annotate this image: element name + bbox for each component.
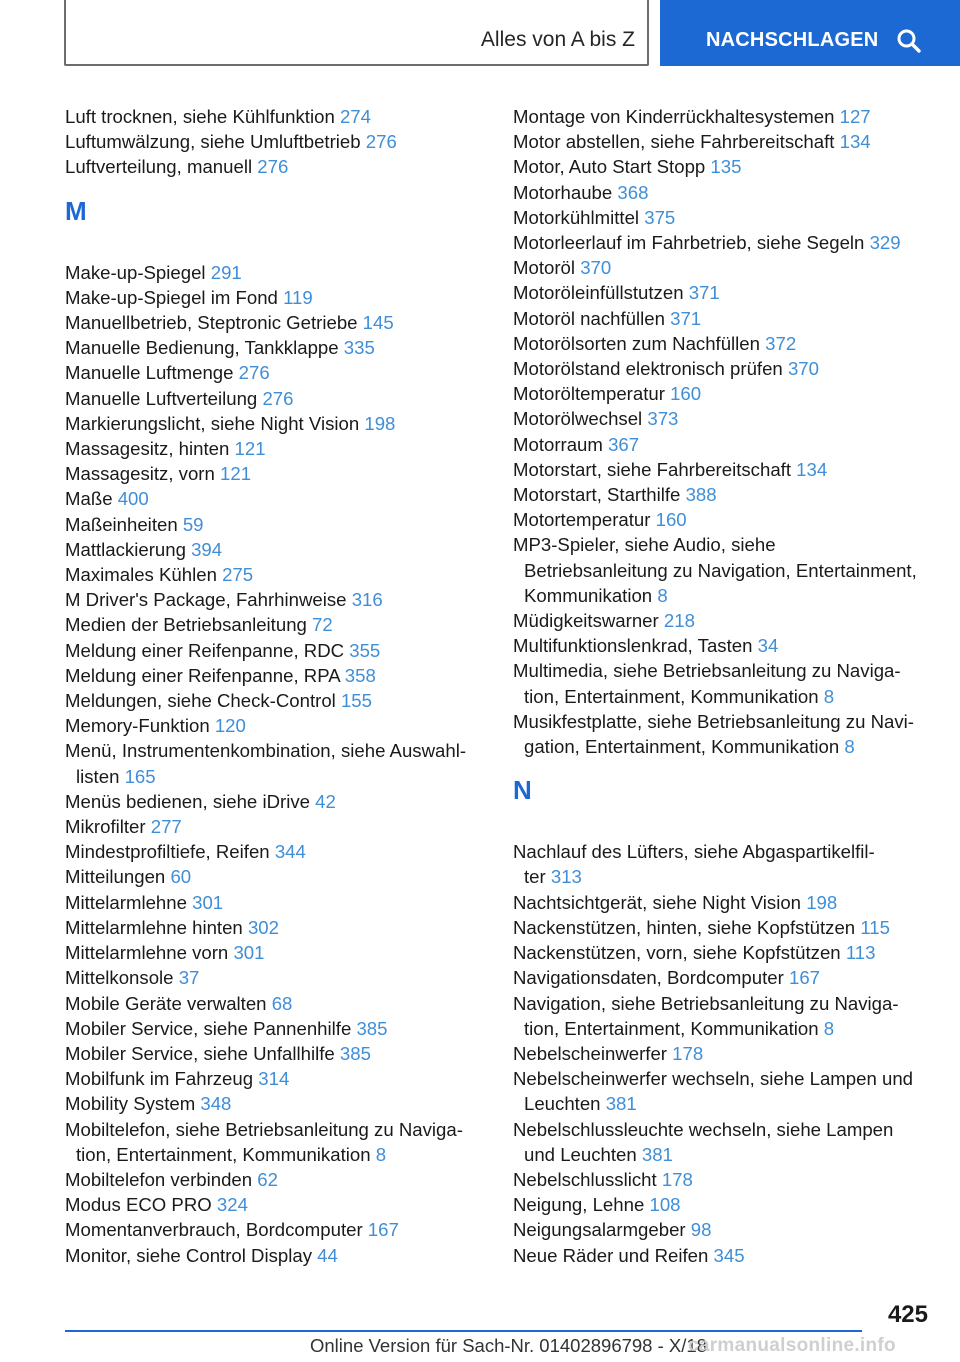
index-entry <box>65 864 485 889</box>
index-entry-text: Luft trocknen, siehe Kühlfunktion <box>65 106 335 127</box>
index-entry-continuation <box>65 1142 485 1167</box>
index-column-left <box>65 104 485 1268</box>
page-reference-link[interactable]: 98 <box>690 1219 712 1241</box>
index-entry-text: Markierungslicht, siehe Night Vision <box>65 412 360 434</box>
search-icon[interactable] <box>896 28 922 54</box>
page-reference-link[interactable]: 121 <box>234 438 266 460</box>
index-entry <box>65 360 485 385</box>
page-reference-link[interactable]: 367 <box>608 433 640 455</box>
index-entry-text: Make-up-Spiegel <box>65 261 206 283</box>
index-entry-text: Manuellbetrieb, Steptronic Getriebe <box>65 312 358 334</box>
index-entry-text: Mobility System <box>65 1093 196 1115</box>
index-entry-text: Maßeinheiten <box>65 513 178 535</box>
page-number: 425 <box>887 1301 928 1328</box>
page-reference-link[interactable]: 198 <box>364 412 396 434</box>
page-reference-link[interactable]: 301 <box>192 891 224 913</box>
index-entry <box>513 890 933 915</box>
index-entry <box>513 280 933 305</box>
index-entry <box>65 1117 485 1167</box>
index-entry-continuation-text: Leuchten <box>524 1093 601 1115</box>
page-reference-link[interactable]: 134 <box>839 131 871 153</box>
page-reference-link[interactable]: 358 <box>344 664 376 686</box>
page-reference-link[interactable]: 62 <box>257 1168 278 1190</box>
page-reference-link[interactable]: 276 <box>238 362 270 384</box>
page-reference-link[interactable]: 127 <box>839 106 871 127</box>
index-entry <box>513 658 933 708</box>
index-entry <box>513 356 933 381</box>
index-entry <box>65 310 485 335</box>
nachschlagen-tab[interactable] <box>660 0 960 66</box>
page-reference-link[interactable]: 368 <box>617 181 649 203</box>
index-entry-text: Nackenstützen, hinten, siehe Kopfstützen <box>513 916 856 938</box>
index-entry-text: Nackenstützen, vorn, siehe Kopfstützen <box>513 942 841 964</box>
index-entry-text: Motorstart, Starthilfe <box>513 484 681 506</box>
index-entry <box>65 713 485 738</box>
index-entry <box>513 432 933 457</box>
page-reference-link[interactable]: 72 <box>312 614 333 636</box>
index-entry-text: Mobiltelefon verbinden <box>65 1168 253 1190</box>
index-letter-heading: N <box>513 775 532 806</box>
index-entry <box>65 1167 485 1192</box>
index-entry <box>65 335 485 360</box>
index-entry <box>65 411 485 436</box>
index-entry-text: Momentanverbrauch, Bordcomputer <box>65 1219 363 1241</box>
index-entry-text: Motorölwechsel <box>513 408 643 430</box>
index-entry-text: Motorölstand elektronisch prüfen <box>513 358 783 380</box>
index-entry-text: Nachlauf des Lüfters, siehe Abgaspartikelfil- <box>513 841 875 863</box>
index-entry <box>513 331 933 356</box>
index-entry <box>513 507 933 532</box>
index-entry-text: Luftumwälzung, siehe Umluftbetrieb <box>65 131 361 153</box>
index-entry <box>513 406 933 431</box>
index-entry <box>65 915 485 940</box>
index-entry-text: Motor, Auto Start Stopp <box>513 156 706 178</box>
page-reference-link[interactable]: 375 <box>644 206 676 228</box>
index-entry <box>513 940 933 965</box>
index-entry <box>65 436 485 461</box>
index-entry-text: Neue Räder und Reifen <box>513 1244 709 1266</box>
index-entry-text: Nebelscheinwerfer wechseln, siehe Lampen und <box>513 1068 914 1090</box>
index-entry-text: Navigation, siehe Betriebsanleitung zu Naviga- <box>513 992 899 1014</box>
index-entry <box>65 1066 485 1091</box>
index-entry <box>65 512 485 537</box>
index-entry <box>513 915 933 940</box>
index-entry <box>513 381 933 406</box>
watermark: carmanualsonline.info <box>688 1335 896 1356</box>
page-reference-link[interactable]: 44 <box>317 1244 338 1266</box>
page-reference-link[interactable]: 165 <box>124 765 156 787</box>
page-reference-link[interactable]: 8 <box>844 736 855 758</box>
page-reference-link[interactable]: 371 <box>670 307 702 329</box>
index-entry-continuation-text: tion, Entertainment, Kommunikation <box>524 1017 819 1039</box>
page-reference-link[interactable]: 134 <box>796 458 828 480</box>
index-entry-text: Nebelscheinwerfer <box>513 1042 667 1064</box>
index-entry-continuation-text: gation, Entertainment, Kommunikation <box>524 736 840 758</box>
index-entry <box>65 154 485 179</box>
index-entry <box>65 965 485 990</box>
page-reference-link[interactable]: 160 <box>670 383 702 405</box>
index-entry <box>65 129 485 154</box>
page-reference-link[interactable]: 372 <box>765 332 797 354</box>
index-entry <box>513 306 933 331</box>
index-entry <box>513 839 933 889</box>
index-entry <box>65 1192 485 1217</box>
page-reference-link[interactable]: 388 <box>685 484 717 506</box>
page-reference-link[interactable]: 113 <box>845 942 876 964</box>
index-entry <box>513 1041 933 1066</box>
index-entry <box>513 255 933 280</box>
page-reference-link[interactable]: 8 <box>657 584 668 606</box>
page-reference-link[interactable]: 316 <box>351 589 383 611</box>
index-entry-text: Navigationsdaten, Bordcomputer <box>513 967 784 989</box>
page-reference-link[interactable]: 34 <box>757 635 779 657</box>
page-reference-link[interactable]: 68 <box>271 992 293 1014</box>
index-entry <box>65 562 485 587</box>
index-entry-continuation <box>513 1142 933 1167</box>
page-reference-link[interactable]: 275 <box>222 564 254 586</box>
index-entry-text: Mobiler Service, siehe Pannenhilfe <box>65 1017 352 1039</box>
page-reference-link[interactable]: 120 <box>214 715 246 737</box>
index-entry-text: Motoröltemperatur <box>513 383 665 405</box>
page-reference-link[interactable]: 119 <box>283 286 313 308</box>
index-entry-text: Motor abstellen, siehe Fahrbereitschaft <box>513 131 835 153</box>
footer-version-text: Online Version für Sach-Nr. 01402896798 - X/18 <box>310 1335 707 1356</box>
index-entry-text: Nachtsichtgerät, siehe Night Vision <box>513 891 802 913</box>
page-reference-link[interactable]: 371 <box>688 282 720 304</box>
page-reference-link[interactable]: 8 <box>823 1017 835 1039</box>
page-reference-link[interactable]: 370 <box>580 257 612 279</box>
page-reference-link[interactable]: 355 <box>349 639 381 661</box>
index-entry-text: Mobile Geräte verwalten <box>65 992 267 1014</box>
index-entry-text: Manuelle Luftmenge <box>65 362 234 384</box>
index-entry <box>513 180 933 205</box>
index-entry-text: Massagesitz, hinten <box>65 438 230 460</box>
index-entry-text: Mobiler Service, siehe Unfallhilfe <box>65 1042 335 1064</box>
index-entry-text: Memory-Funktion <box>65 715 210 737</box>
nachschlagen-tab-label: NACHSCHLAGEN <box>706 29 879 51</box>
page-reference-link[interactable]: 400 <box>117 488 149 510</box>
index-entry <box>65 663 485 688</box>
index-entry <box>65 940 485 965</box>
page-reference-link[interactable]: 381 <box>641 1143 673 1165</box>
index-entry-text: Motortemperatur <box>513 509 651 531</box>
index-entry <box>513 1217 933 1242</box>
index-entry-continuation <box>513 583 933 608</box>
index-entry-text: Mindestprofiltiefe, Reifen <box>65 841 270 863</box>
index-entry-continuation-text: tion, Entertainment, Kommunikation <box>524 685 819 707</box>
index-entry-continuation <box>513 684 933 709</box>
index-entry <box>513 154 933 179</box>
section-title: Alles von A bis Z <box>480 28 635 51</box>
page-reference-link[interactable]: 167 <box>367 1219 399 1241</box>
index-entry <box>513 965 933 990</box>
index-entry <box>65 612 485 637</box>
page-reference-link[interactable]: 167 <box>788 967 821 989</box>
page-reference-link[interactable]: 276 <box>262 387 294 409</box>
index-entry-text: Modus ECO PRO <box>65 1194 212 1216</box>
page-reference-link[interactable]: 348 <box>200 1093 232 1115</box>
index-entry-text: Meldung einer Reifenpanne, RDC <box>65 639 345 661</box>
page-reference-link[interactable]: 370 <box>787 358 819 380</box>
page-reference-link[interactable]: 276 <box>257 156 289 178</box>
page-reference-link[interactable]: 42 <box>315 790 336 812</box>
page-reference-link[interactable]: 60 <box>170 866 192 888</box>
index-entry-text: Neigung, Lehne <box>513 1194 645 1216</box>
page-reference-link[interactable]: 324 <box>216 1194 248 1216</box>
page-reference-link[interactable]: 291 <box>210 261 242 283</box>
index-entry <box>65 1217 485 1242</box>
page-reference-link[interactable]: 178 <box>661 1168 693 1190</box>
page-reference-link[interactable]: 277 <box>150 816 182 838</box>
page-reference-link[interactable]: 108 <box>649 1194 681 1216</box>
index-entry-text: Maße <box>65 488 113 510</box>
page-reference-link[interactable]: 178 <box>672 1042 704 1064</box>
index-entry-continuation-text: listen <box>76 765 120 787</box>
index-entry-text: Montage von Kinderrückhaltesystemen <box>513 106 835 127</box>
index-entry <box>513 482 933 507</box>
index-entry-continuation-text: tion, Entertainment, Kommunikation <box>76 1143 371 1165</box>
index-entry <box>65 486 485 511</box>
index-entry-text: Mittelarmlehne <box>65 891 187 913</box>
page-reference-link[interactable]: 8 <box>375 1143 387 1165</box>
page-reference-link[interactable]: 198 <box>806 891 838 913</box>
index-entry <box>65 587 485 612</box>
index-entry-continuation-text: und Leuchten <box>524 1143 637 1165</box>
page-reference-link[interactable]: 329 <box>869 232 901 254</box>
index-entry-text: Motoröl nachfüllen <box>513 307 665 329</box>
page-reference-link[interactable]: 301 <box>233 942 265 964</box>
page-reference-link[interactable]: 381 <box>605 1093 637 1115</box>
index-entry-text: Musikfestplatte, siehe Betriebsanleitung zu Navi- <box>513 710 915 732</box>
index-entry <box>65 285 485 310</box>
page-reference-link[interactable]: 160 <box>655 509 687 531</box>
index-entry-text: Multimedia, siehe Betriebsanleitung zu Naviga- <box>513 660 901 682</box>
index-entry <box>65 638 485 663</box>
index-entry <box>65 386 485 411</box>
index-entry-text: Mobiltelefon, siehe Betriebsanleitung zu Naviga- <box>65 1118 463 1140</box>
index-entry <box>513 633 933 658</box>
index-entry-text: Neigungsalarmgeber <box>513 1219 686 1241</box>
index-entry-continuation <box>513 864 933 889</box>
index-entry-text: Luftverteilung, manuell <box>65 156 253 178</box>
index-entry <box>65 991 485 1016</box>
index-entry-text: Meldung einer Reifenpanne, RPA <box>65 664 340 686</box>
header-title-box <box>64 0 649 66</box>
index-entry-text: Nebelschlusslicht <box>513 1168 657 1190</box>
page-reference-link[interactable]: 373 <box>647 408 679 430</box>
index-entry <box>513 205 933 230</box>
index-entry-text: Menüs bedienen, siehe iDrive <box>65 790 310 812</box>
index-entry-text: Motorhaube <box>513 181 613 203</box>
index-entry-text: Motorölsorten zum Nachfüllen <box>513 332 760 354</box>
index-entry-text: Müdigkeitswarner <box>513 610 659 632</box>
page-reference-link[interactable]: 218 <box>663 610 695 632</box>
index-entry-text: Nebelschlussleuchte wechseln, siehe Lampen <box>513 1118 894 1140</box>
index-entry-text: Mattlackierung <box>65 538 186 560</box>
index-entry-text: Make-up-Spiegel im Fond <box>65 286 278 308</box>
index-entry <box>65 1091 485 1116</box>
index-entry-text: Mitteilungen <box>65 866 166 888</box>
index-entry <box>513 129 933 154</box>
index-entry-text: Motorkühlmittel <box>513 206 640 228</box>
index-entry-continuation <box>513 558 933 583</box>
page-reference-link[interactable]: 276 <box>365 131 397 153</box>
page-reference-link[interactable]: 385 <box>339 1042 371 1064</box>
index-entry <box>513 1192 933 1217</box>
page-reference-link[interactable]: 121 <box>220 463 252 485</box>
index-column-right <box>513 104 933 1268</box>
page-reference-link[interactable]: 385 <box>356 1017 388 1039</box>
index-entry <box>65 1243 485 1268</box>
index-entry-text: Motorleerlauf im Fahrbetrieb, siehe Segeln <box>513 232 865 254</box>
index-entry-text: Mobilfunk im Fahrzeug <box>65 1068 254 1090</box>
index-entry <box>513 991 933 1041</box>
page-reference-link[interactable]: 274 <box>339 106 371 127</box>
page-reference-link[interactable]: 313 <box>550 866 582 888</box>
index-entry-continuation <box>65 764 485 789</box>
index-entry-continuation <box>513 1016 933 1041</box>
page-reference-link[interactable]: 344 <box>274 841 306 863</box>
index-entry-text: Massagesitz, vorn <box>65 463 215 485</box>
index-entry-text: Maximales Kühlen <box>65 564 217 586</box>
index-entry-continuation-text: ter <box>524 866 546 888</box>
index-entry <box>65 839 485 864</box>
index-entry <box>65 789 485 814</box>
index-entry <box>65 260 485 285</box>
page-reference-link[interactable]: 335 <box>343 337 375 359</box>
page-reference-link[interactable]: 37 <box>178 967 200 989</box>
index-entry <box>65 461 485 486</box>
index-entry <box>513 104 933 129</box>
index-entry-text: Monitor, siehe Control Display <box>65 1244 312 1266</box>
index-entry-continuation-text: Betriebsanleitung zu Navigation, Entertainment, <box>524 559 917 581</box>
index-entry <box>513 608 933 633</box>
page-reference-link[interactable]: 155 <box>340 690 372 712</box>
footer-divider <box>65 1330 862 1332</box>
index-entry-text: Motorstart, siehe Fahrbereitschaft <box>513 458 791 480</box>
index-entry-continuation <box>513 1091 933 1116</box>
index-entry <box>513 1066 933 1116</box>
index-entry-text: Mikrofilter <box>65 816 146 838</box>
index-entry <box>513 532 933 608</box>
index-entry <box>65 738 485 788</box>
index-entry-text: Menü, Instrumentenkombination, siehe Auswahl- <box>65 740 467 762</box>
page-reference-link[interactable]: 8 <box>823 685 835 707</box>
index-entry-continuation-text: Kommunikation <box>524 584 653 606</box>
page-reference-link[interactable]: 314 <box>258 1068 290 1090</box>
index-entry <box>513 709 933 759</box>
index-entry-text: MP3-Spieler, siehe Audio, siehe <box>513 534 776 556</box>
index-entry <box>513 1243 933 1268</box>
index-entry-text: Medien der Betriebsanleitung <box>65 614 307 636</box>
index-entry-text: Multifunktionslenkrad, Tasten <box>513 635 753 657</box>
index-entry-text: Mittelarmlehne vorn <box>65 942 229 964</box>
page-reference-link[interactable]: 394 <box>191 538 223 560</box>
index-entry-text: Motoröleinfüllstutzen <box>513 282 684 304</box>
index-entry-text: Meldungen, siehe Check-Control <box>65 690 336 712</box>
index-entry <box>65 814 485 839</box>
index-entry-text: Motorraum <box>513 433 603 455</box>
index-entry <box>513 1117 933 1167</box>
index-entry <box>65 688 485 713</box>
index-entry <box>65 104 485 129</box>
page-reference-link[interactable]: 345 <box>713 1244 745 1266</box>
index-entry <box>65 1016 485 1041</box>
page-reference-link[interactable]: 145 <box>362 312 394 334</box>
page-reference-link[interactable]: 115 <box>860 916 890 938</box>
index-entry-text: Mittelarmlehne hinten <box>65 916 243 938</box>
index-entry-text: Motoröl <box>513 257 576 279</box>
index-entry-text: Manuelle Luftverteilung <box>65 387 258 409</box>
index-entry <box>65 1041 485 1066</box>
index-entry-text: Mittelkonsole <box>65 967 174 989</box>
index-entry <box>513 457 933 482</box>
index-entry-text: Manuelle Bedienung, Tankklappe <box>65 337 339 359</box>
page-reference-link[interactable]: 302 <box>247 916 279 938</box>
index-entry-continuation <box>513 734 933 759</box>
index-entry <box>513 230 933 255</box>
page-reference-link[interactable]: 135 <box>710 156 742 178</box>
index-entry <box>513 1167 933 1192</box>
index-entry <box>65 890 485 915</box>
page-reference-link[interactable]: 59 <box>182 513 204 535</box>
index-entry-text: M Driver's Package, Fahrhinweise <box>65 589 347 611</box>
index-letter-heading: M <box>65 195 87 226</box>
index-entry <box>65 537 485 562</box>
